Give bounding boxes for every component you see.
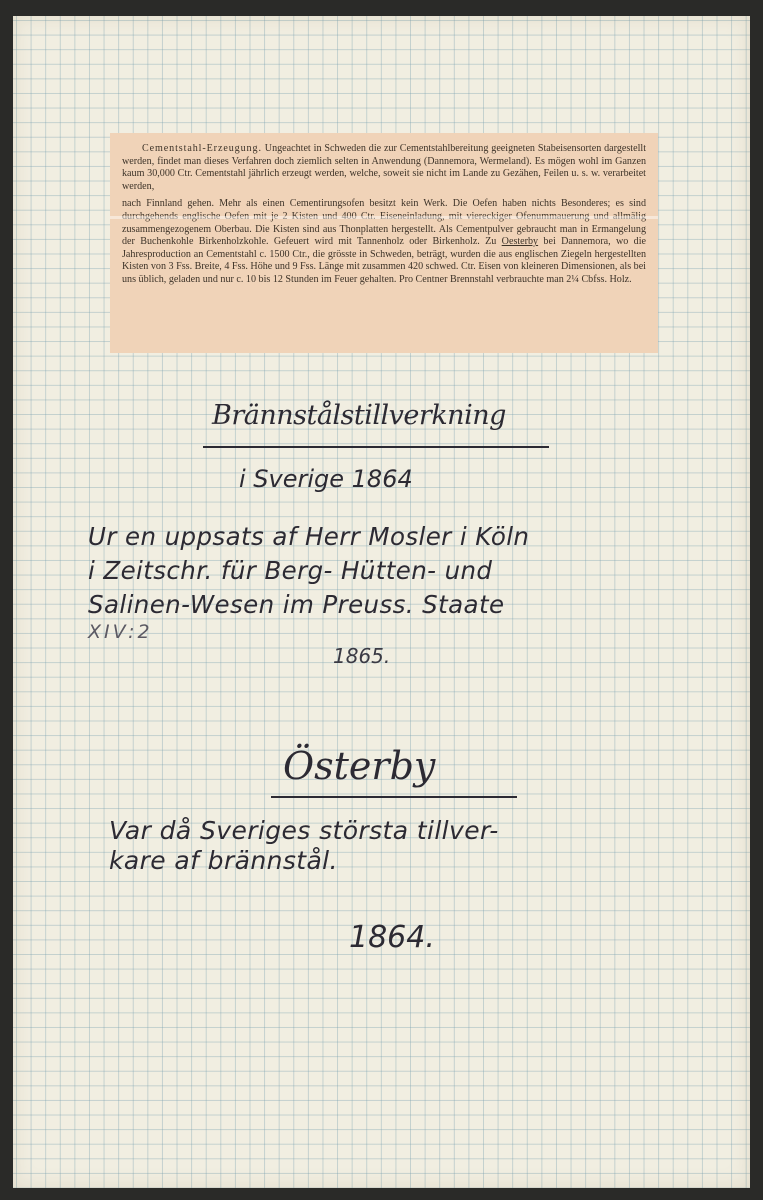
- note-line-1: Var då Sveriges största tillver-: [109, 816, 499, 845]
- clipping-seam: [110, 216, 658, 219]
- title-underline: [203, 446, 549, 448]
- clipping-paragraph-1: [122, 143, 646, 193]
- source-line-2: i Zeitschr. für Berg- Hütten- und: [88, 556, 493, 585]
- clipping-oesterby: Oesterby: [501, 236, 539, 248]
- note-line-2: kare af brännstål.: [109, 846, 338, 875]
- newspaper-clipping: [110, 133, 658, 353]
- source-line-4: XIV:2: [88, 621, 153, 643]
- handwritten-title: Brännstålstillverkning: [212, 400, 506, 431]
- document-page: [13, 16, 750, 1188]
- clipping-heading: Cementstahl-Erzeugung.: [142, 143, 262, 154]
- clipping-para2-a: nach Finnland gehen. Mehr als einen Cementirungsofen besitzt kein Werk. Die Oefen haben nichts Besonderes; es sind durchgehends englische Oefen mit je 2 Kisten und 400 Ctr. Eiseneinladung, mit viereckiger Ofenummauerung und allmälig zusammengezogenem Oberbau. Die Kisten sind aus Thonplatten hergestellt. Als Cementpulver gebraucht man in Ermangelung der Buchenkohle Birkenholzkohle. Gefeuert wird mit Tannenholz oder Birkenholz. Zu: [122, 198, 646, 248]
- year-note: 1864.: [349, 920, 435, 955]
- clipping-paragraph-2: [122, 198, 646, 286]
- source-line-3: Salinen-Wesen im Preuss. Staate: [88, 590, 505, 619]
- source-year: 1865.: [333, 644, 391, 668]
- clipping-para2-b: bei Dannemora, wo die Jahresproduction an Cementstahl c. 1500 Ctr., die grösste in Schweden, beträgt, wurden die aus englischen Ziegeln hergestellten Kisten von 3 Fss. Breite, 4 Fss. Höhe und 9 Fss. Länge mit zusammen 420 schwed. Ctr. Eisen von kleineren Dimensionen, als bei uns üblich, geladen und nur c. 10 bis 12 Stunden im Feuer gehalten. Pro Centner Brennstahl verbrauchte man 2¼ Cbfss. Holz.: [122, 236, 646, 285]
- handwritten-subtitle: i Sverige 1864: [239, 465, 413, 493]
- clipping-para1-text: Ungeachtet in Schweden die zur Cementstahlbereitung geeigneten Stabeisensorten dargestellt werden, findet man dieses Verfahren doch ziemlich selten in Anwendung (Dannemora, Wermeland). Es mögen wohl im Ganzen kaum 30,000 Ctr. Cementstahl jährlich erzeugt werden, welche, soweit sie nicht im Lande zu Gezähen, Feilen u. s. w. verarbeitet werden,: [122, 143, 646, 192]
- source-line-1: Ur en uppsats af Herr Mosler i Köln: [88, 522, 530, 551]
- place-underline: [271, 796, 517, 798]
- place-heading: Österby: [283, 744, 436, 788]
